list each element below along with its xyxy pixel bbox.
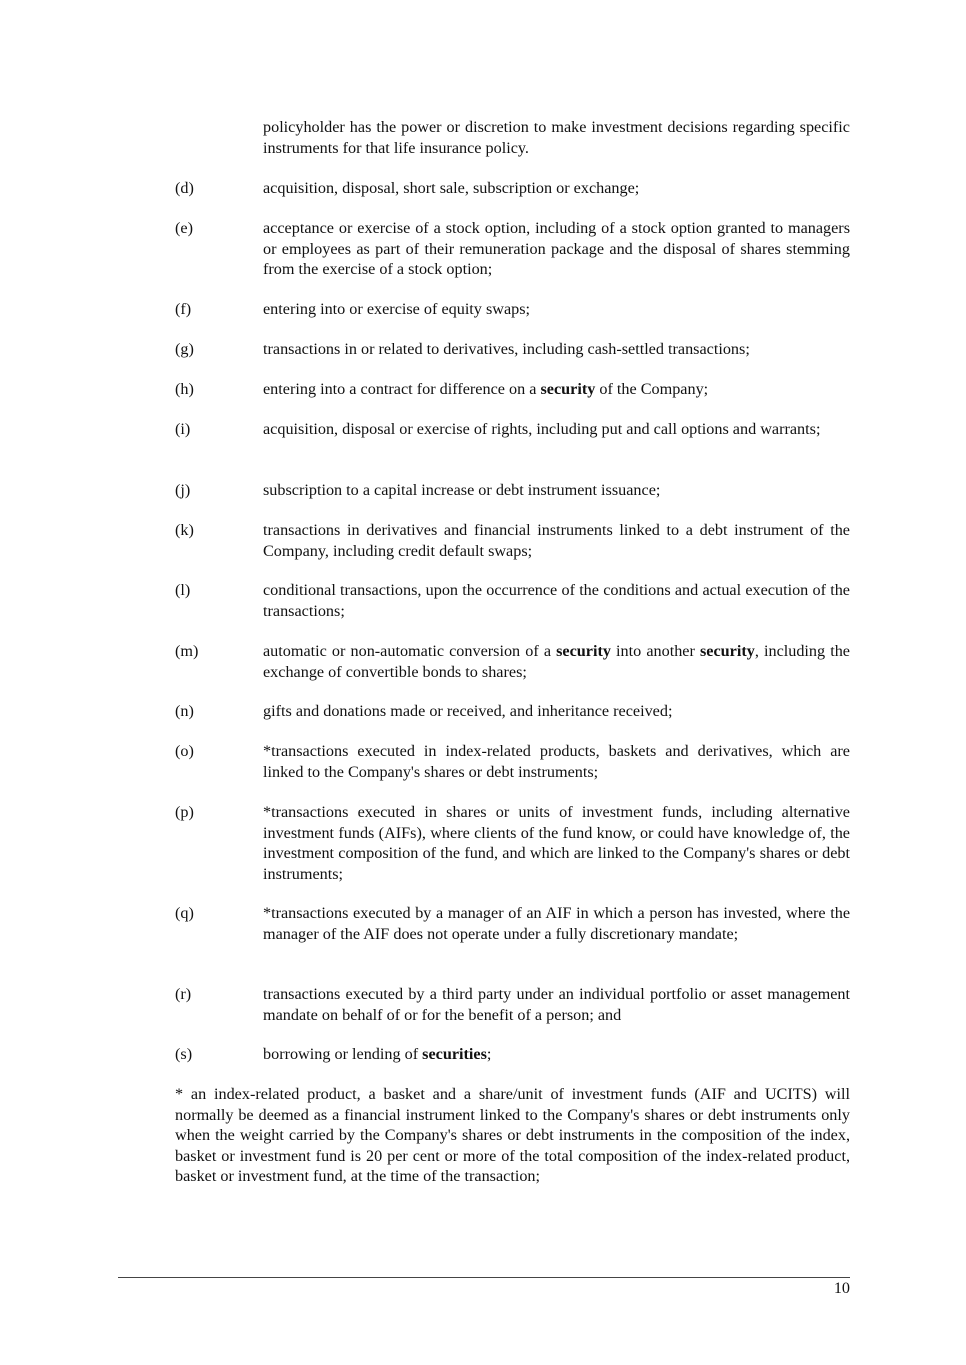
item-label: (d) bbox=[175, 179, 194, 197]
item-label: (s) bbox=[175, 1045, 193, 1063]
bold-term: security bbox=[699, 642, 755, 660]
item-text: transactions executed by a third party under an individual portfolio or asset management mandate on behalf of or for the benefit of a person; and bbox=[263, 985, 850, 1024]
item-text: entering into a contract for difference on a security of the Company; bbox=[263, 380, 709, 398]
item-label: (r) bbox=[175, 985, 192, 1003]
item-text: transactions in derivatives and financial instruments linked to a debt instrument of the Company, including credit default swaps; bbox=[263, 521, 850, 560]
item-label: (k) bbox=[175, 521, 194, 539]
item-text: conditional transactions, upon the occurrence of the conditions and actual execution of the transactions; bbox=[263, 581, 850, 620]
item-label: (l) bbox=[175, 581, 191, 599]
item-text: acceptance or exercise of a stock option, including of a stock option granted to managers or employees as part of their remuneration package and the disposal of shares stemming from the exercise of a stock option; bbox=[263, 219, 850, 278]
item-text: transactions in or related to derivatives, including cash-settled transactions; bbox=[263, 340, 750, 358]
item-text: *transactions executed in index-related products, baskets and derivatives, which are linked to the Company's shares or debt instruments; bbox=[263, 742, 850, 781]
item-label: (j) bbox=[175, 481, 191, 499]
item-label: (o) bbox=[175, 742, 194, 760]
footnote-paragraph: * an index-related product, a basket and a share/unit of investment funds (AIF and UCITS) will normally be deemed as a financial instrument linked to the Company's shares or debt instruments only when the weight carried by the Company's shares or debt instruments in the composition of the index, basket or investment fund is 20 per cent or more of the total composition of the index-related product, basket or investment fund, at the time of the transaction; bbox=[175, 1085, 850, 1185]
bold-term: security bbox=[556, 642, 611, 660]
item-text: borrowing or lending of securities; bbox=[263, 1045, 492, 1063]
item-text: acquisition, disposal, short sale, subscription or exchange; bbox=[263, 179, 640, 197]
continuation-paragraph: policyholder has the power or discretion to make investment decisions regarding specific instruments for that life insurance policy. bbox=[263, 118, 850, 157]
item-label: (i) bbox=[175, 420, 191, 438]
item-label: (e) bbox=[175, 219, 193, 237]
item-text: *transactions executed in shares or units of investment funds, including alternative investment funds (AIFs), where clients of the fund know, or could have knowledge of, the investment composition of the fund, and which are linked to the Company's shares or debt instruments; bbox=[263, 803, 850, 883]
item-text: gifts and donations made or received, and inheritance received; bbox=[263, 702, 673, 720]
item-text: subscription to a capital increase or debt instrument issuance; bbox=[263, 481, 661, 499]
item-text: entering into or exercise of equity swaps; bbox=[263, 300, 531, 318]
bold-term: securities bbox=[422, 1045, 487, 1063]
item-label: (p) bbox=[175, 803, 194, 821]
item-text: automatic or non-automatic conversion of a security into another security, including the exchange of convertible bonds to shares; bbox=[263, 642, 850, 681]
item-text: acquisition, disposal or exercise of rights, including put and call options and warrants; bbox=[263, 420, 821, 438]
item-label: (q) bbox=[175, 904, 194, 922]
item-label: (m) bbox=[175, 642, 199, 660]
item-label: (n) bbox=[175, 702, 194, 720]
item-label: (g) bbox=[175, 340, 194, 358]
page-number: 10 bbox=[833, 1279, 850, 1297]
bold-term: security bbox=[540, 380, 596, 398]
item-label: (h) bbox=[175, 380, 194, 398]
footer-divider bbox=[118, 1277, 850, 1278]
item-label: (f) bbox=[175, 300, 192, 318]
item-text: *transactions executed by a manager of an AIF in which a person has invested, where the manager of the AIF does not operate under a fully discretionary mandate; bbox=[263, 904, 850, 943]
